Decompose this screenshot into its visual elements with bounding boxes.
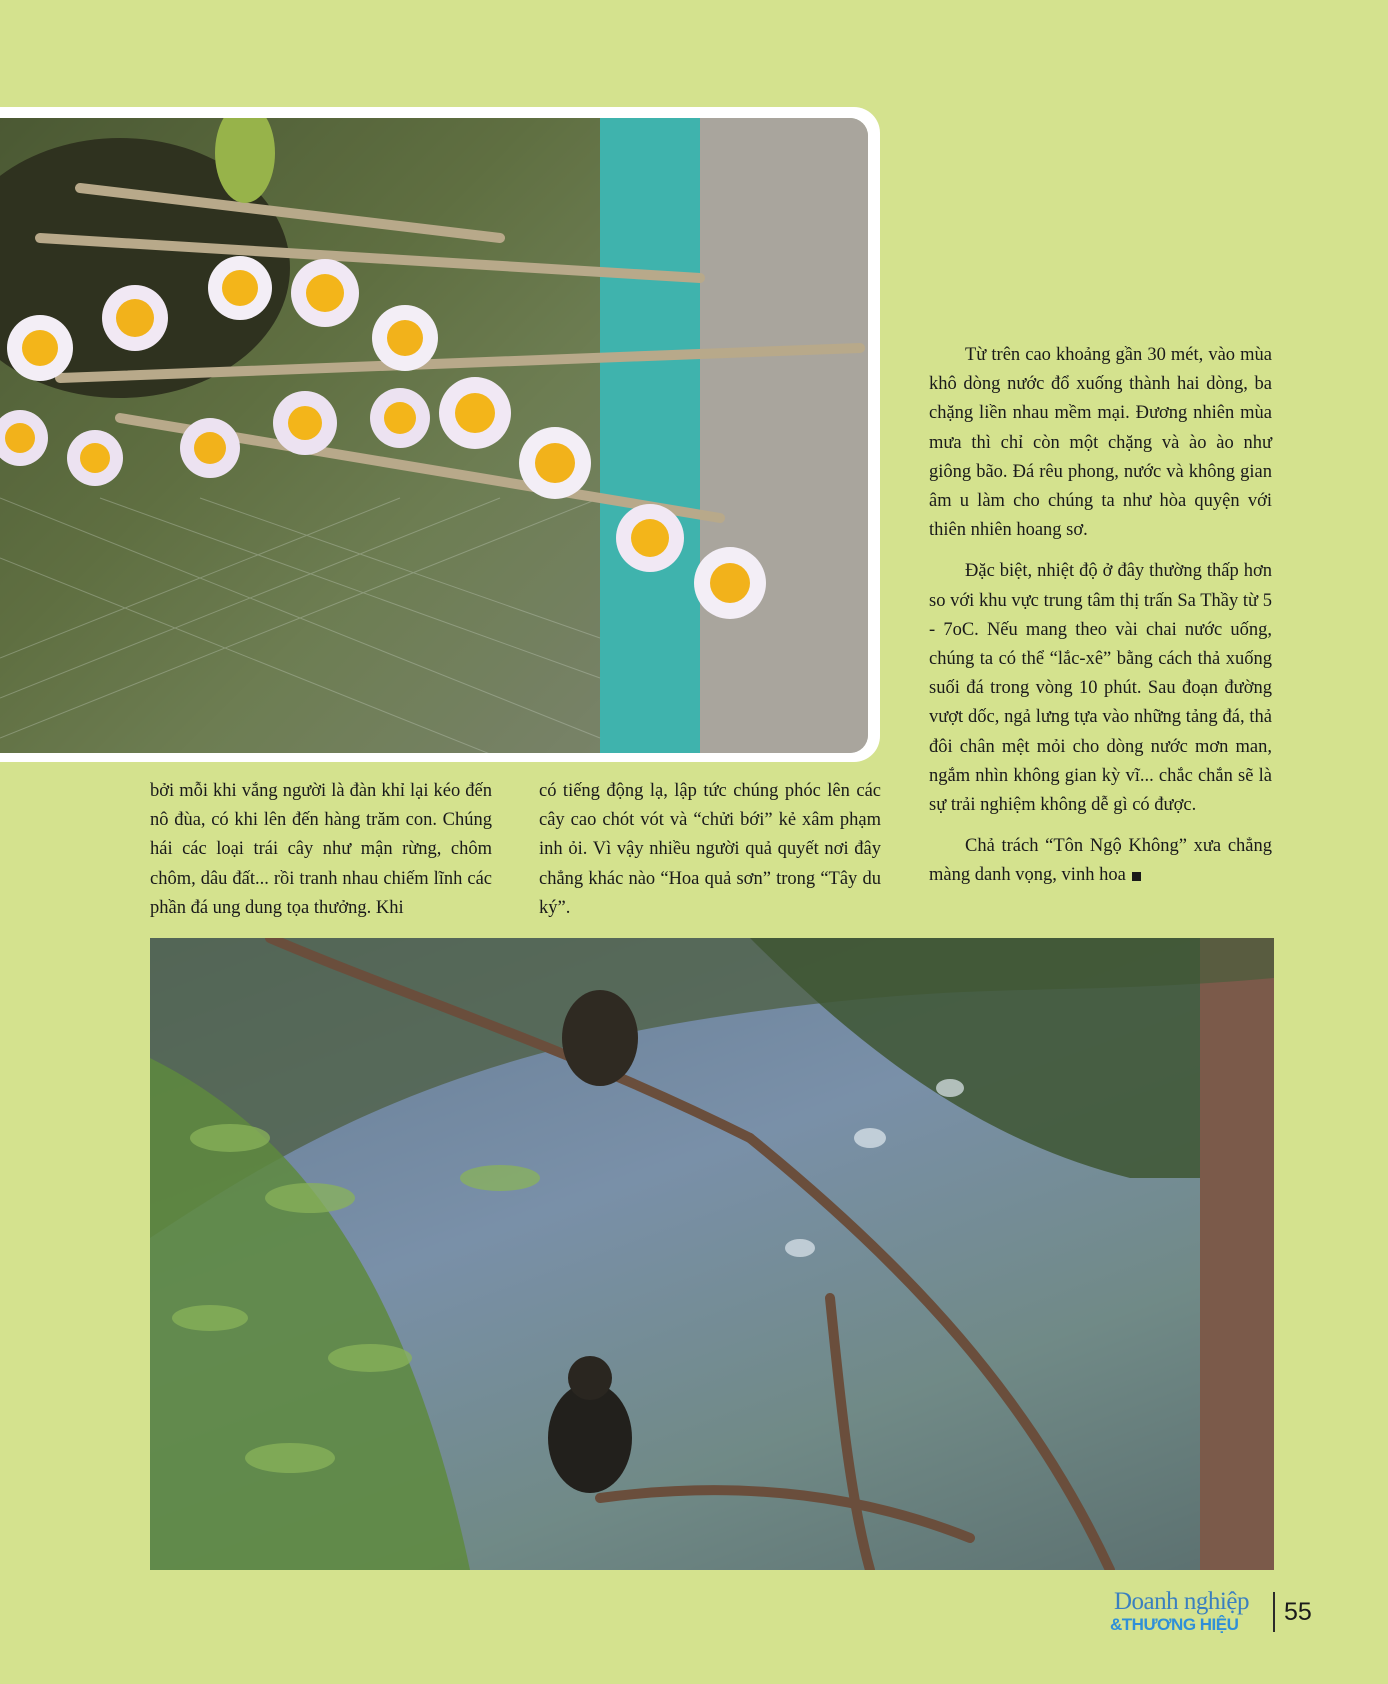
article-column-left (150, 777, 492, 935)
end-of-article-mark (1132, 872, 1141, 881)
page-footer (1110, 1588, 1330, 1638)
column-c-paragraph-2: Đặc biệt, nhiệt độ ở đây thường thấp hơn so với khu vực trung tâm thị trấn Sa Thầy từ 5 - 7oC. Nếu mang theo vài chai nước uống, chúng ta có thể “lắc-xê” bằng cách thả xuống suối đá trong vòng 10 phút. Sau đoạn đường vượt dốc, ngả lưng tựa vào những tảng đá, thả đôi chân mệt mỏi cho dòng nước mơn man, ngắm nhìn không gian kỳ vĩ... chắc chắn sẽ là sự trải nghiệm không dễ gì có được. (929, 561, 1272, 816)
brand-logo-line1: Doanh nghiệp (1114, 1588, 1249, 1615)
forest-illustration (150, 938, 1274, 1570)
column-a-paragraph: bởi mỗi khi vắng người là đàn khỉ lại kéo đến nô đùa, có khi lên đến hàng trăm con. Chúng hái các loại trái cây như mận rừng, chôm chôm, dâu đất... rồi tranh nhau chiếm lĩnh các phần đá ung dung tọa thưởng. Khi (150, 781, 492, 918)
page-number: 55 (1284, 1598, 1312, 1626)
footer-divider (1273, 1592, 1275, 1632)
column-c-paragraph-3 (929, 832, 1272, 890)
article-column-middle (539, 777, 881, 935)
column-c-paragraph-1: Từ trên cao khoảng gần 30 mét, vào mùa khô dòng nước đổ xuống thành hai dòng, ba chặng liền nhau mềm mại. Đương nhiên mùa mưa thì chỉ còn một chặng và ào ào như giông bão. Đá rêu phong, nước và không gian âm u làm cho chúng ta như hòa quyện với thiên nhiên hoang sơ. (929, 345, 1272, 541)
orchid-illustration (0, 118, 868, 753)
column-b-paragraph: có tiếng động lạ, lập tức chúng phóc lên các cây cao chót vót và “chửi bới” kẻ xâm phạm inh ỏi. Vì vậy nhiều người quả quyết nơi đây chẳng khác nào “Hoa quả sơn” trong “Tây du ký”. (539, 781, 881, 918)
top-photo-frame (0, 107, 880, 762)
monkeys-in-forest-photo (150, 938, 1274, 1570)
orchid-flowers-photo (0, 118, 868, 753)
column-c-paragraph-3-text: Chả trách “Tôn Ngộ Không” xưa chẳng màng danh vọng, vinh hoa (929, 836, 1272, 886)
article-column-right (929, 341, 1272, 903)
brand-logo-line2: &THƯƠNG HIỆU (1110, 1615, 1239, 1634)
